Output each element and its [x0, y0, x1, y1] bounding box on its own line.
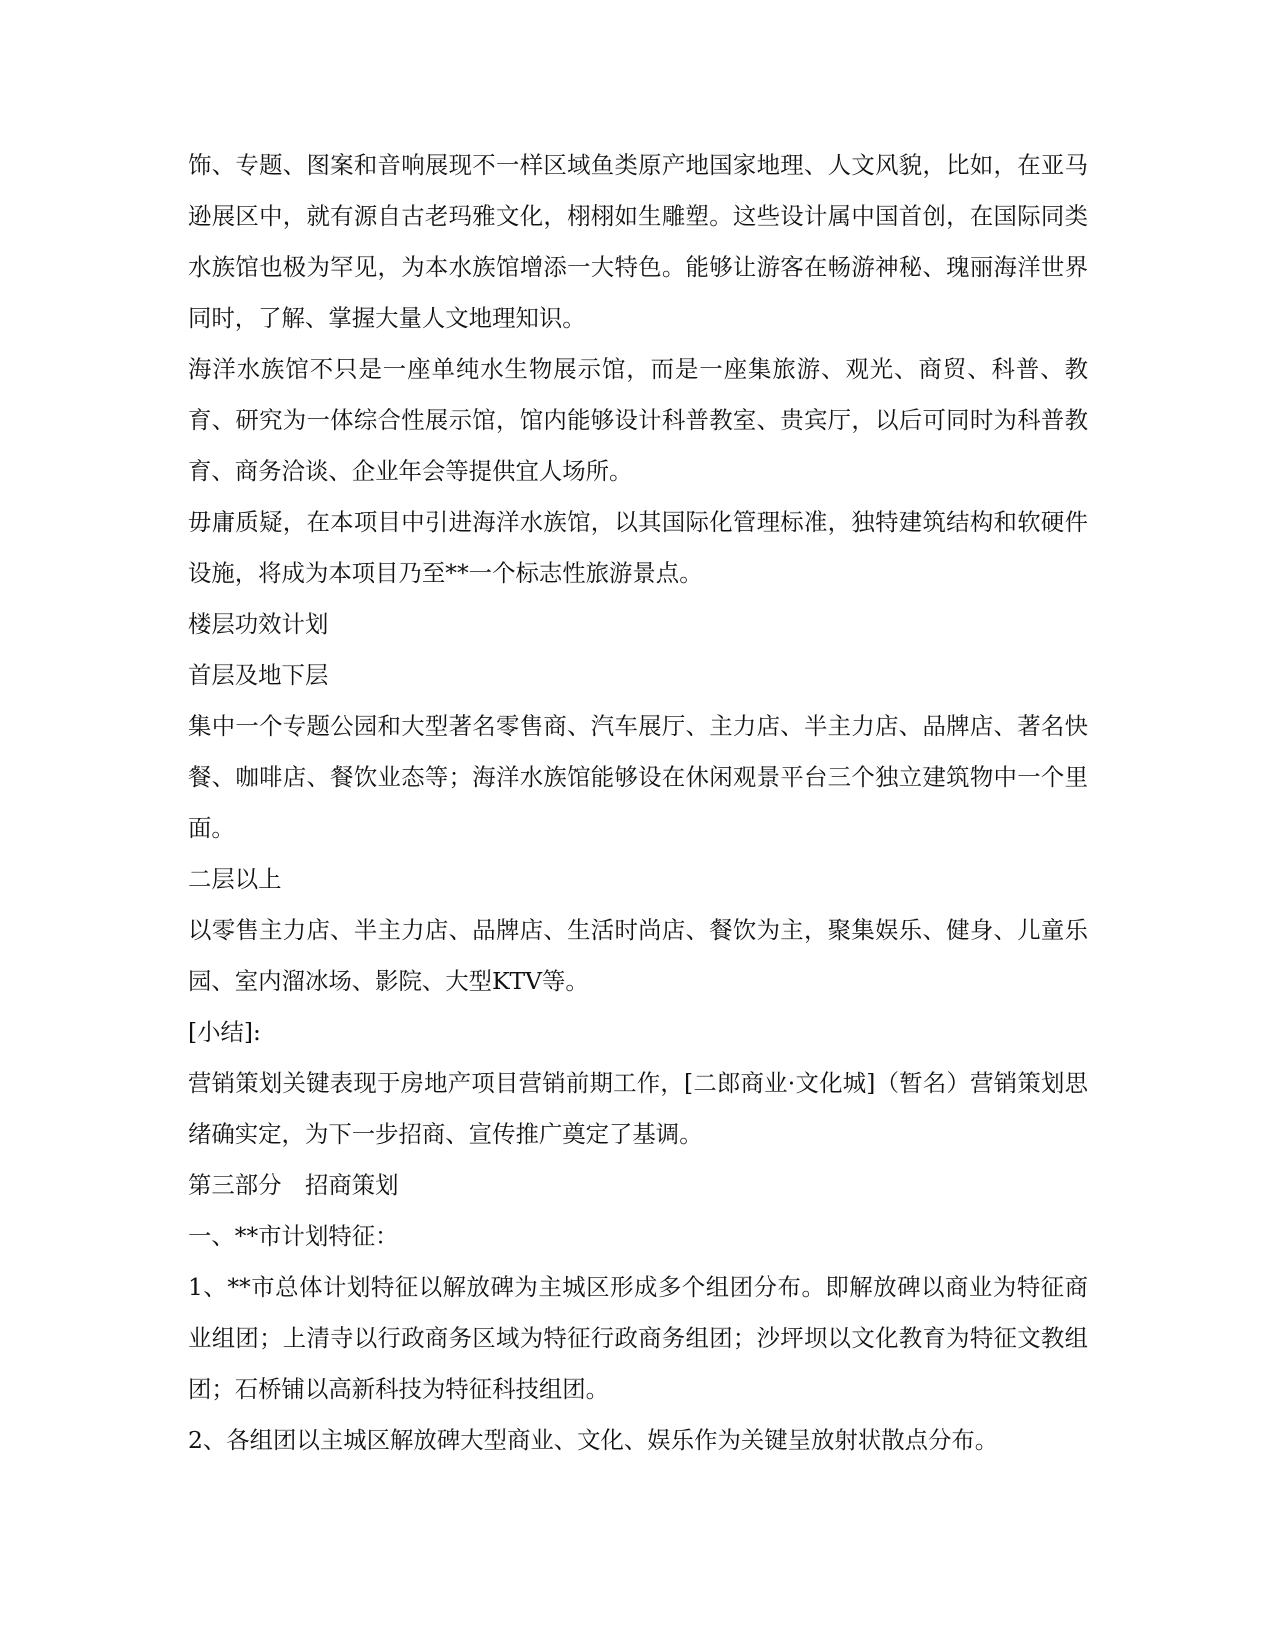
paragraph-landmark: 毋庸质疑，在本项目中引进海洋水族馆，以其国际化管理标准，独特建筑结构和软硬件设施，将成为本项目乃至**一个标志性旅游景点。	[188, 508, 1088, 587]
paragraph-city-plan-2: 2、各组团以主城区解放碑大型商业、文化、娱乐作为关键呈放射状散点分布。	[188, 1426, 999, 1454]
paragraph-city-plan-1: 1、**市总体计划特征以解放碑为主城区形成多个组团分布。即解放碑以商业为特征商业组团；上清寺以行政商务区域为特征行政商务组团；沙坪坝以文化教育为特征文教组团；石桥铺以高新科技为特征科技组团。	[188, 1273, 1088, 1403]
paragraph-aquarium-features: 饰、专题、图案和音响展现不一样区域鱼类原产地国家地理、人文风貌，比如，在亚马逊展区中，就有源自古老玛雅文化，栩栩如生雕塑。这些设计属中国首创，在国际同类水族馆也极为罕见，为本水族馆增添一大特色。能够让游客在畅游神秘、瑰丽海洋世界同时，了解、掌握大量人文地理知识。	[188, 151, 1088, 332]
paragraph-summary: 营销策划关键表现于房地产项目营销前期工作，[二郎商业·文化城]（暂名）营销策划思绪确实定，为下一步招商、宣传推广奠定了基调。	[188, 1069, 1088, 1148]
paragraph-aquarium-functions: 海洋水族馆不只是一座单纯水生物展示馆，而是一座集旅游、观光、商贸、科普、教育、研究为一体综合性展示馆，馆内能够设计科普教室、贵宾厅，以后可同时为科普教育、商务洽谈、企业年会等提供宜人场所。	[188, 355, 1088, 485]
paragraph-ground-basement: 集中一个专题公园和大型著名零售商、汽车展厅、主力店、半主力店、品牌店、著名快餐、咖啡店、餐饮业态等；海洋水族馆能够设在休闲观景平台三个独立建筑物中一个里面。	[188, 712, 1088, 842]
heading-part-three: 第三部分 招商策划	[188, 1171, 399, 1199]
heading-floor-plan: 楼层功效计划	[188, 610, 329, 638]
heading-second-floor-up: 二层以上	[188, 865, 282, 893]
heading-summary: [小结]:	[188, 1018, 261, 1046]
heading-city-plan: 一、**市计划特征：	[188, 1222, 399, 1250]
document-body	[188, 140, 1088, 1466]
paragraph-second-floor-up: 以零售主力店、半主力店、品牌店、生活时尚店、餐饮为主，聚集娱乐、健身、儿童乐园、室内溜冰场、影院、大型KTV等。	[188, 916, 1088, 995]
heading-ground-basement: 首层及地下层	[188, 661, 329, 689]
